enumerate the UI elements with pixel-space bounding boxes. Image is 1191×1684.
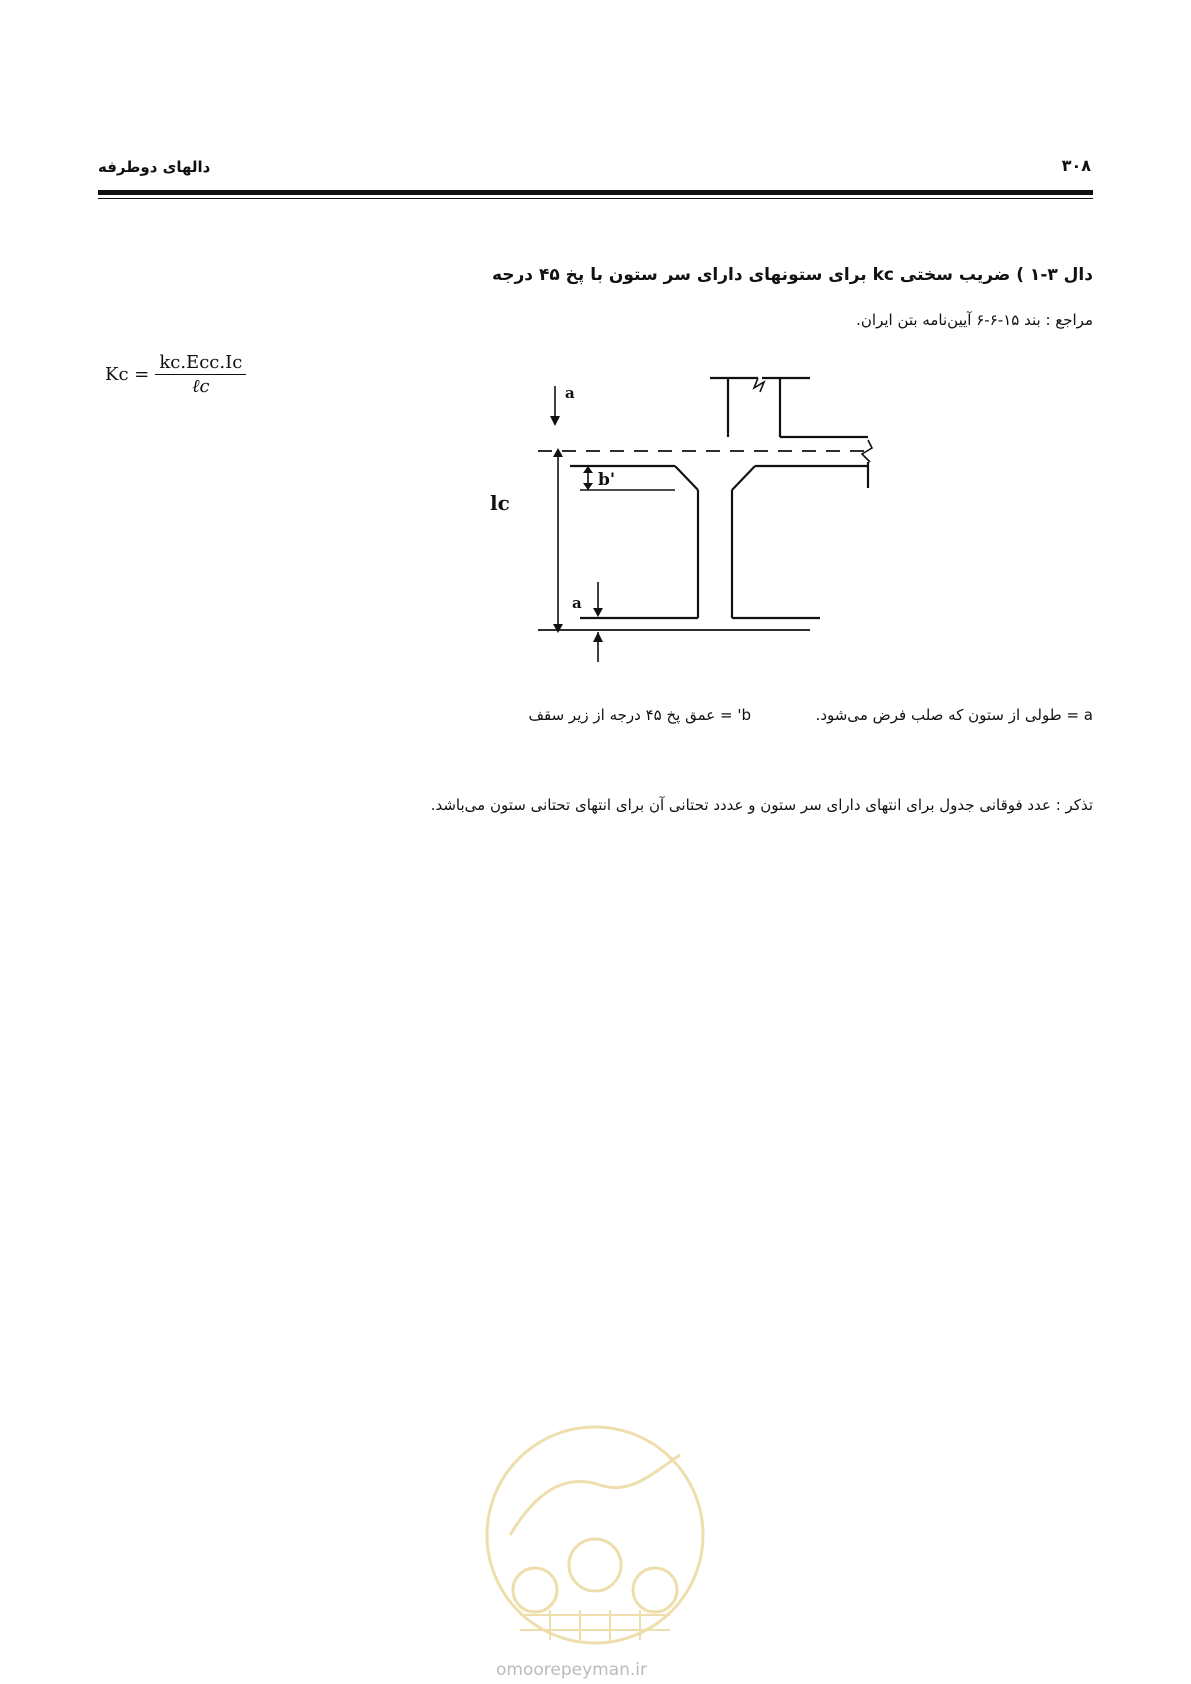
watermark-script-swash	[510, 1455, 680, 1535]
a-top-arrowhead	[550, 416, 560, 426]
page-number: ۳۰۸	[1061, 156, 1091, 175]
gear-icon	[633, 1568, 677, 1612]
formula-lhs: Kc =	[105, 364, 150, 385]
label-lc: lc	[490, 491, 510, 515]
lc-arrowhead-top	[553, 448, 563, 457]
label-a-bottom: a	[572, 594, 582, 612]
header-rule-thin	[98, 198, 1093, 199]
header-rule-thick	[98, 190, 1093, 195]
gear-icon	[569, 1539, 621, 1591]
legend-b-prime: b' = عمق پخ ۴۵ درجه از زیر سقف	[528, 706, 751, 724]
a-bottom-arrowhead	[593, 608, 603, 617]
capital-chamfer-right	[732, 466, 755, 490]
chapter-title: دالهای دوطرفه	[98, 158, 211, 176]
note-text: تذکر : عدد فوقانی جدول برای انتهای دارای سر ستون و عددد تحتانی آن برای انتهای تحتانی ستون می‌باشد.	[430, 796, 1093, 814]
label-a-top: a	[565, 384, 575, 402]
reference-line: مراجع : بند ۱۵-۶-۶ آیین‌نامه بتن ایران.	[856, 311, 1093, 329]
capital-chamfer-left	[675, 466, 698, 490]
lc-arrowhead-bottom	[553, 624, 563, 633]
label-b-prime: b'	[598, 470, 616, 490]
break-symbol-top	[754, 378, 764, 392]
column-capital-diagram	[490, 360, 900, 680]
watermark-ring	[487, 1427, 703, 1643]
formula-denominator: ℓc	[192, 376, 210, 397]
watermark-site: omoorepeyman.ir	[496, 1660, 648, 1680]
legend-a: a = طولی از ستون که صلب فرض می‌شود.	[815, 706, 1093, 724]
stiffness-formula	[105, 352, 246, 397]
watermark-logo	[480, 1415, 710, 1665]
formula-numerator: kc.Ecc.Ic	[155, 352, 246, 375]
grid-icon	[520, 1610, 670, 1640]
bottom-up-arrowhead	[593, 632, 603, 642]
b-prime-arrowhead-bottom	[583, 483, 593, 490]
section-title: دال ۳-۱ ) ضریب سختی kc برای ستونهای دارای سر ستون با پخ ۴۵ درجه	[491, 265, 1093, 285]
gear-icon	[513, 1568, 557, 1612]
formula-fraction	[155, 352, 246, 397]
